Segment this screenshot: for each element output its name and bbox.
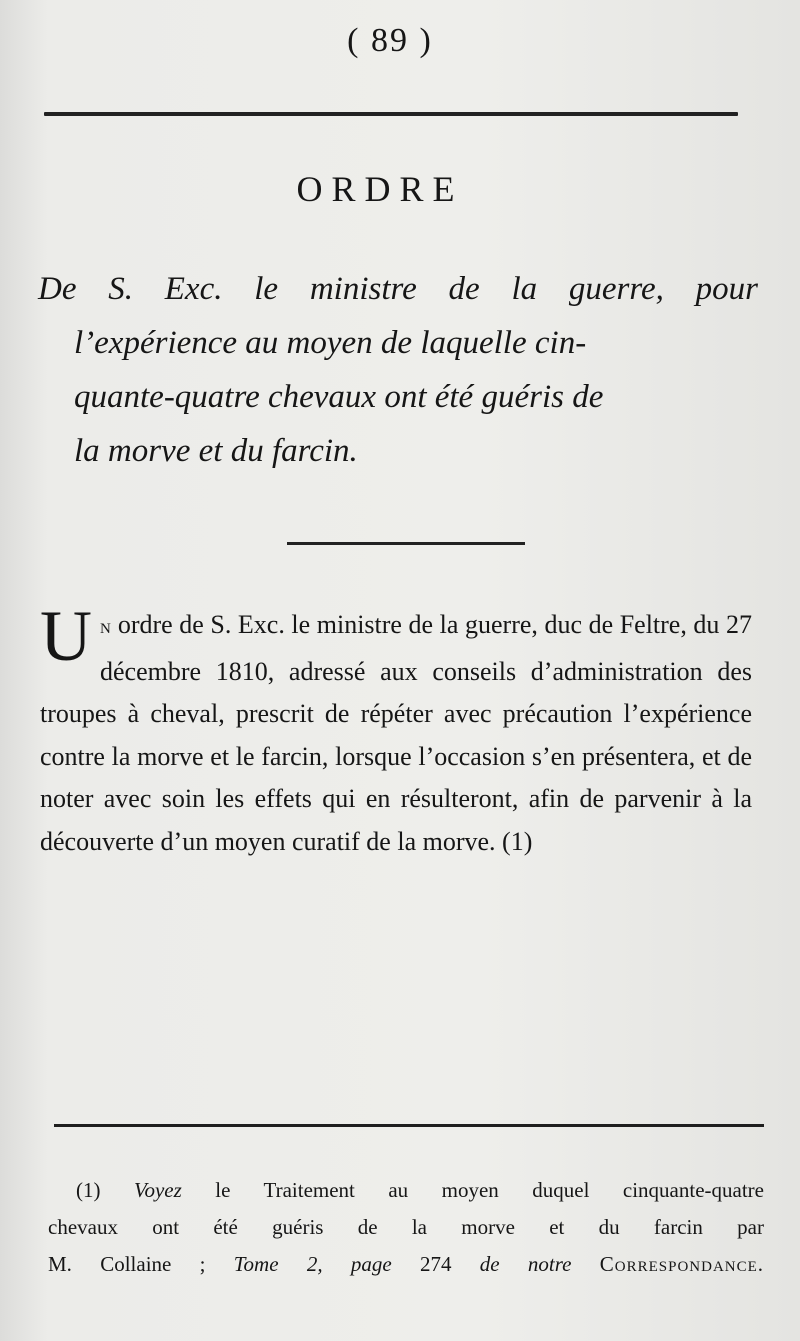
footnote-text: le Traitement au moyen duquel cinquante-quatre xyxy=(215,1178,764,1202)
footnote-correspondance: Correspondance. xyxy=(599,1252,765,1276)
header-rule xyxy=(44,112,738,116)
subtitle-line: la morve et du farcin. xyxy=(74,433,358,469)
subtitle-line: quante-quatre chevaux ont été guéris de xyxy=(74,379,604,415)
body-text: ordre de S. Exc. le ministre de la guerre, duc de Feltre, du 27 décembre 1810, adressé aux conseils d’administration des troupes à cheval, prescrit de répéter avec précaution l’expérience contre la morve et le farcin, lorsque l’occasion s’en présentera, et de noter avec soin les effets qui en résulteront, afin de parvenir à la découverte d’un moyen curatif de la morve. (1) xyxy=(40,610,752,856)
footnote-line xyxy=(48,1172,764,1209)
footnote-author: M. Collaine ; xyxy=(48,1252,206,1276)
footnote-line xyxy=(48,1246,764,1283)
footnote-rule xyxy=(54,1124,764,1127)
page-title: ORDRE xyxy=(296,169,464,209)
footnote-marker: (1) xyxy=(76,1178,101,1202)
footnote-ref: de notre xyxy=(479,1252,572,1276)
drop-cap-continuation: N xyxy=(100,621,112,637)
drop-cap: U xyxy=(40,596,92,676)
footnote-page: 274 xyxy=(419,1252,452,1276)
footnote-volume: Tome 2, page xyxy=(233,1252,392,1276)
page-number: ( 89 ) xyxy=(347,22,433,59)
subtitle-line: De S. Exc. le ministre de la guerre, pour xyxy=(38,271,758,307)
footnote-voyez: Voyez xyxy=(133,1178,182,1202)
subtitle-line: l’expérience au moyen de laquelle cin- xyxy=(74,325,587,361)
body-paragraph xyxy=(40,596,752,863)
footnote xyxy=(48,1172,764,1283)
footnote-line: chevaux ont été guéris de la morve et du farcin par xyxy=(48,1215,764,1239)
section-rule xyxy=(287,542,525,545)
subtitle xyxy=(38,262,758,478)
